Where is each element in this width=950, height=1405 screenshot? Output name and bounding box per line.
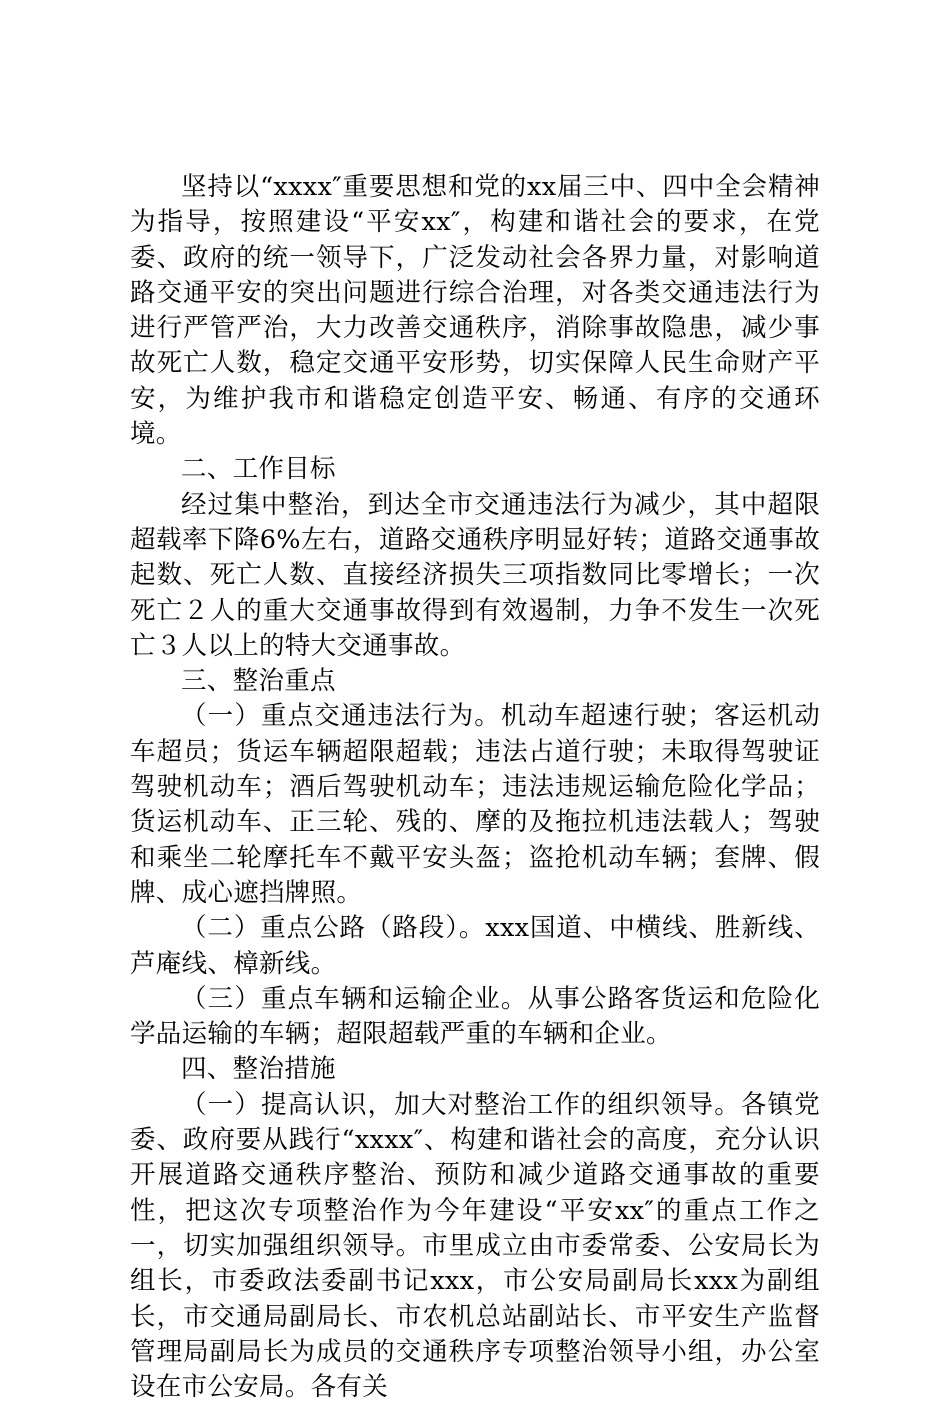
paragraph-measures-leadership: （一）提高认识，加大对整治工作的组织领导。各镇党委、政府要从践行“xxxx″、构建和谐社会的高度，充分认识开展道路交通秩序整治、预防和减少道路交通事故的重要性，把这次专项整治作为今年建设“平安xx″的重点工作之一，切实加强组织领导。市里成立由市委常委、公安局长为组长，市委政法委副书记xxx，市公安局副局长xxx为副组长，市交通局副局长、市农机总站副站长、市平安生产监督管理局副局长为成员的交通秩序专项整治领导小组，办公室设在市公安局。各有关 [130, 1089, 820, 1403]
heading-rectification-focus: 三、整治重点 [181, 666, 336, 697]
paragraph-work-goals: 经过集中整治，到达全市交通违法行为减少，其中超限超载率下降6%左右，道路交通秩序明显好转；道路交通事故起数、死亡人数、直接经济损失三项指数同比零增长；一次死亡２人的重大交通事故得到有效遏制，力争不发生一次死亡３人以上的特大交通事故。 [130, 489, 820, 661]
paragraph-focus-roads: （二）重点公路（路段）。xxx国道、中横线、胜新线、芦庵线、樟新线。 [130, 913, 820, 979]
document-body [130, 170, 820, 1405]
paragraph-focus-vehicles: （三）重点车辆和运输企业。从事公路客货运和危险化学品运输的车辆；超限超载严重的车辆和企业。 [130, 983, 820, 1050]
heading-rectification-measures: 四、整治措施 [181, 1054, 336, 1085]
heading-work-goals: 二、工作目标 [181, 454, 336, 485]
paragraph-guiding-principle: 坚持以“xxxx″重要思想和党的xx届三中、四中全会精神为指导，按照建设“平安xx″，构建和谐社会的要求，在党委、政府的统一领导下，广泛发动社会各界力量，对影响道路交通平安的突出问题进行综合治理，对各类交通违法行为进行严管严治，大力改善交通秩序，消除事故隐患，减少事故死亡人数，稳定交通平安形势，切实保障人民生命财产平安，为维护我市和谐稳定创造平安、畅通、有序的交通环境。 [130, 172, 820, 450]
paragraph-focus-violations: （一）重点交通违法行为。机动车超速行驶；客运机动车超员；货运车辆超限超载；违法占道行驶；未取得驾驶证驾驶机动车；酒后驾驶机动车；违法违规运输危险化学品；货运机动车、正三轮、残的、摩的及拖拉机违法载人；驾驶和乘坐二轮摩托车不戴平安头盔；盗抢机动车辆；套牌、假牌、成心遮挡牌照。 [130, 701, 820, 908]
